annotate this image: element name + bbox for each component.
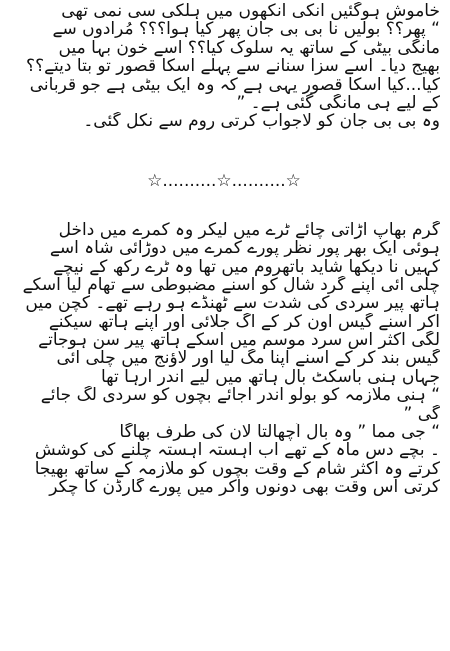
text-line: کرتی اس وقت بھی دونوں واکر میں پورے گارڈن کا چکر (49, 478, 440, 497)
text-line: کہیں نا دیکھا شاید باتھروم میں تھا وہ ٹرے رکھ کے نیچے (53, 257, 440, 276)
text-line: مانگی بیٹی کے ساتھ یہ سلوک کیا؟؟ اسے خون بہا میں (58, 38, 440, 58)
text-line: “ ہنی ملازمہ کو بولو اندر آجائے بچوں کو سردی لگ جائے (40, 386, 440, 405)
spacer (8, 191, 440, 221)
paragraph-2 (8, 221, 440, 497)
text-line: بھیج دیا۔ اسے سزا سنانے سے پہلے اسکا قصور تو بتا دیتے؟؟ (26, 57, 440, 76)
text-line: کیا...کیا اسکا قصور یہی ہے کہ وہ ایک بیٹی ہے جو قربانی (29, 75, 440, 94)
text-line: خاموش ہوگئیں انکی انکھوں میں ہلکی سی نمی تھی (61, 2, 440, 21)
text-line: ہوئی ایک بھر پور نظر پورے کمرے میں دوڑائی شاہ اسے (49, 239, 440, 258)
text-line: وہ بی بی جان کو لاجواب کرتی روم سے نکل گئی۔ (83, 112, 440, 131)
text-line: کرتے وہ اکثر شام کے وقت بچوں کو ملازمہ کے ساتھ بھیجا (34, 459, 440, 479)
text-line: جہاں ہنی باسکٹ بال ہاتھ میں لیے اندر آرہا تھا (101, 367, 440, 387)
paragraph-1 (8, 2, 440, 131)
text-line: چلی آئی اپنے گرد شال کو اسنے مضبوطی سے تھام لیا اسکے (22, 275, 440, 295)
text-line: کے لیے ہی مانگی گئی ہے۔ ” (236, 93, 440, 113)
text-line: “ پھر؟؟ بولیں نا بی بی جان پھر کیا ہوا؟؟؟ مُرادوں سے (52, 20, 440, 39)
text-line: ہاتھ پیر سردی کی شدت سے ٹھنڈے ہو رہے تھے۔ کچن میں (25, 294, 440, 313)
spacer (8, 131, 440, 171)
text-line: لگی اکثر اس سرد موسم میں اسکے ہاتھ پیر سن ہوجاتے (38, 331, 440, 350)
text-line: آکر اسنے گیس اون کر کے آگ جلائی اور اپنے ہاتھ سیکنے (48, 312, 440, 332)
text-line: “ جی مما ” وہ بال اُچھالتا لان کی طرف بھاگا (119, 423, 440, 442)
text-line: ۔ بچے دس ماہ کے تھے اب آہستہ آہستہ چلنے کی کوشش (34, 441, 440, 460)
text-line: گیس بند کر کے اسنے اپنا مگ لیا اور لاؤنج میں چلی آئی (56, 349, 440, 368)
section-divider: ☆..........☆..........☆ (147, 170, 301, 191)
text-line: گی ” (403, 404, 440, 424)
text-line: گرم بھاپ اڑاتی چائے ٹرے میں لیکر وہ کمرے میں داخل (58, 220, 440, 240)
